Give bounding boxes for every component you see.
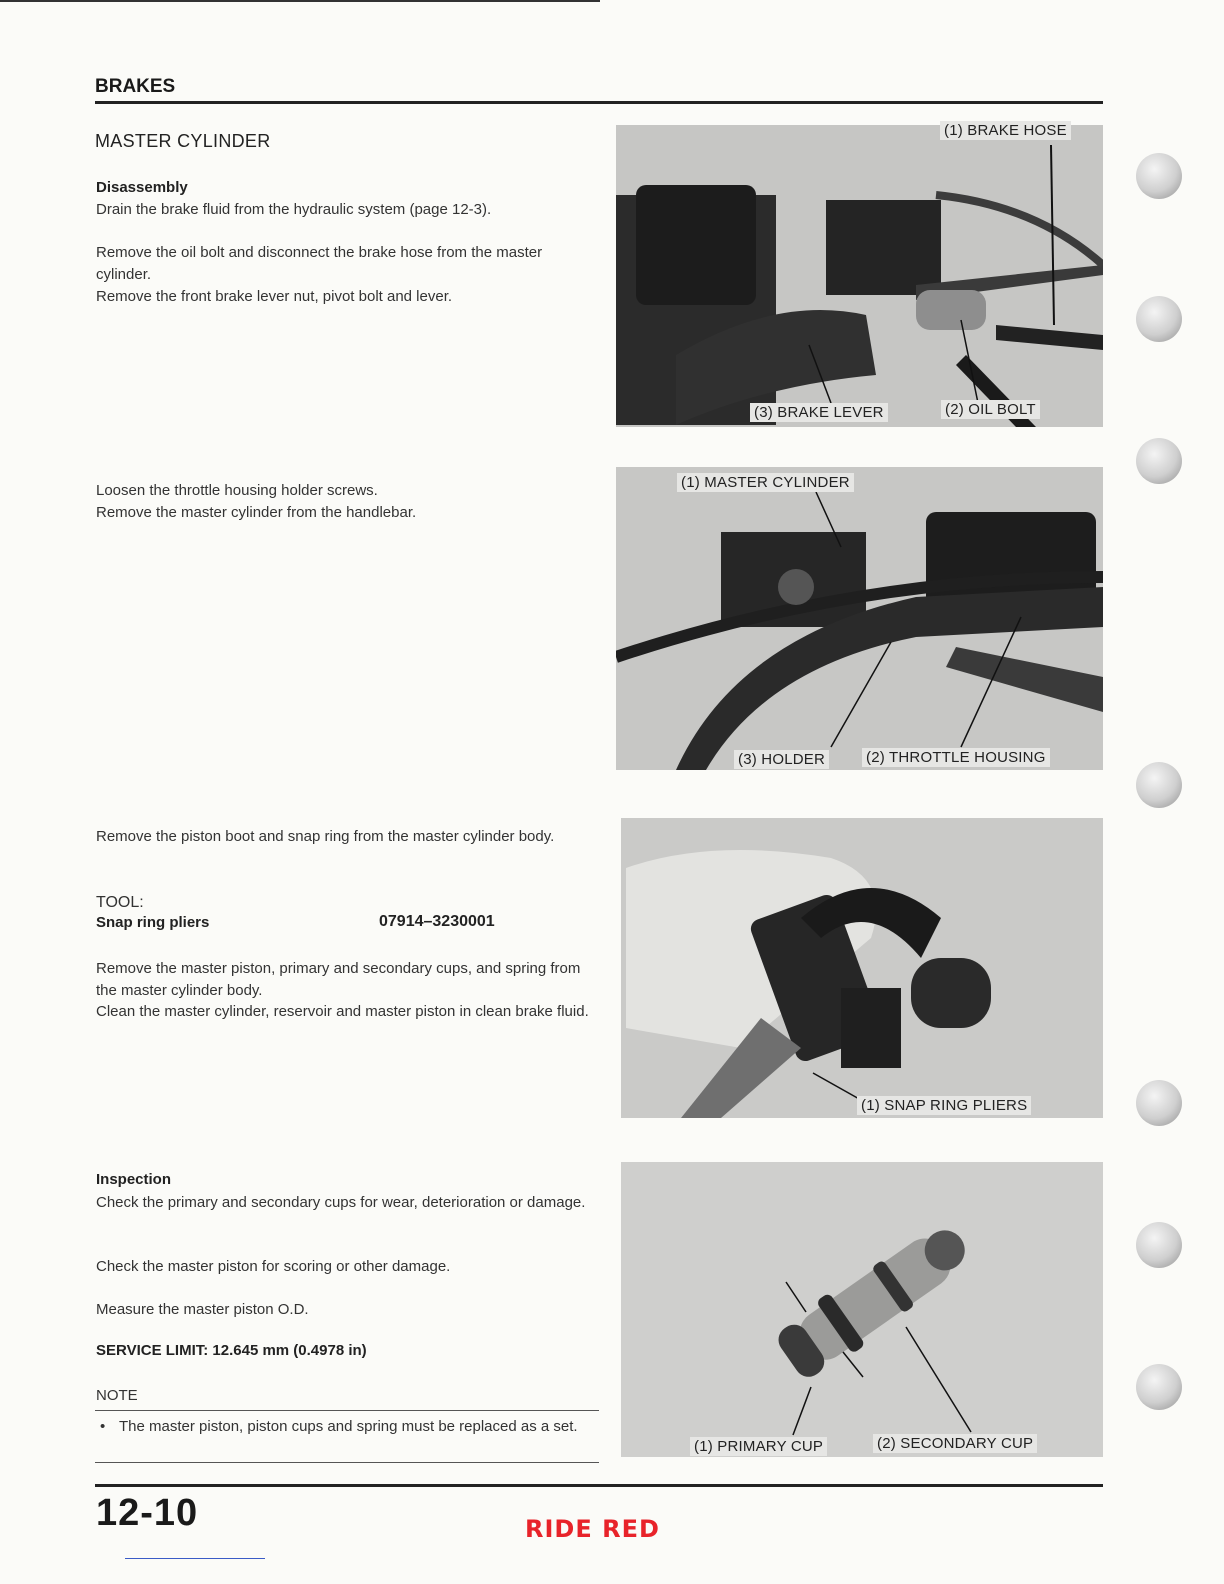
footer-rule (95, 1484, 1103, 1487)
callout-secondary-cup: (2) SECONDARY CUP (873, 1434, 1037, 1453)
top-edge-rule (0, 0, 600, 2)
figure-master-cylinder-photo (616, 467, 1103, 770)
note-rule-top (95, 1410, 599, 1411)
disassembly-p5b: Clean the master cylinder, reservoir and master piston in clean brake fluid. (96, 1003, 589, 1020)
callout-snap-ring-pliers: (1) SNAP RING PLIERS (857, 1096, 1031, 1115)
disassembly-heading: Disassembly (96, 179, 188, 196)
callout-throttle-housing: (2) THROTTLE HOUSING (862, 748, 1050, 767)
inspection-p3: Measure the master piston O.D. (96, 1301, 309, 1318)
disassembly-p2b: Remove the front brake lever nut, pivot bolt and lever. (96, 288, 453, 305)
disassembly-p3b: Remove the master cylinder from the handlebar. (96, 504, 417, 521)
note-bullet: • (100, 1418, 106, 1435)
page-number: 12-10 (96, 1492, 199, 1534)
subsection-title: MASTER CYLINDER (95, 131, 271, 151)
section-tab-dot (1136, 1080, 1182, 1126)
disassembly-p3a: Loosen the throttle housing holder screws. (96, 482, 378, 499)
disassembly-p1: Drain the brake fluid from the hydraulic system (page 12-3). (96, 201, 492, 218)
tool-number: 07914–3230001 (379, 913, 495, 930)
callout-brake-hose: (1) BRAKE HOSE (940, 121, 1071, 140)
callout-oil-bolt: (2) OIL BOLT (941, 400, 1040, 419)
figure-4-illustration (621, 1162, 1103, 1457)
brand-logo: RIDE RED (525, 1515, 660, 1543)
section-tab-dot (1136, 296, 1182, 342)
inspection-p2: Check the master piston for scoring or other damage. (96, 1258, 451, 1275)
figure-brake-hose-photo (616, 125, 1103, 427)
figure-piston-cups-photo (621, 1162, 1103, 1457)
section-tab-dot (1136, 438, 1182, 484)
section-tab-dot (1136, 762, 1182, 808)
inspection-p1: Check the primary and secondary cups for wear, deterioration or damage. (96, 1194, 586, 1211)
callout-master-cylinder: (1) MASTER CYLINDER (677, 473, 854, 492)
callout-brake-lever: (3) BRAKE LEVER (750, 403, 888, 422)
figure-1-illustration (616, 125, 1103, 427)
section-title: BRAKES (95, 76, 176, 97)
header-rule (95, 101, 1103, 104)
figure-snap-ring-pliers-photo (621, 818, 1103, 1118)
footer-link-underline (125, 1558, 265, 1559)
disassembly-p2a: Remove the oil bolt and disconnect the brake hose from the master cylinder. (96, 244, 543, 283)
inspection-heading: Inspection (96, 1171, 172, 1188)
disassembly-p4: Remove the piston boot and snap ring from the master cylinder body. (96, 828, 555, 845)
callout-primary-cup: (1) PRIMARY CUP (690, 1437, 827, 1456)
section-tab-dot (1136, 1364, 1182, 1410)
note-heading: NOTE (96, 1387, 138, 1404)
note-rule-bottom (95, 1462, 599, 1463)
service-limit: SERVICE LIMIT: 12.645 mm (0.4978 in) (96, 1342, 367, 1359)
callout-holder: (3) HOLDER (734, 750, 829, 769)
disassembly-p5a: Remove the master piston, primary and secondary cups, and spring from the master cylinder body. (96, 960, 581, 999)
figure-2-illustration (616, 467, 1103, 770)
section-tab-dot (1136, 153, 1182, 199)
tool-heading: TOOL: (96, 894, 144, 911)
section-tab-dot (1136, 1222, 1182, 1268)
tool-name: Snap ring pliers (96, 914, 210, 931)
figure-3-illustration (621, 818, 1103, 1118)
note-text: The master piston, piston cups and spring must be replaced as a set. (119, 1418, 578, 1435)
